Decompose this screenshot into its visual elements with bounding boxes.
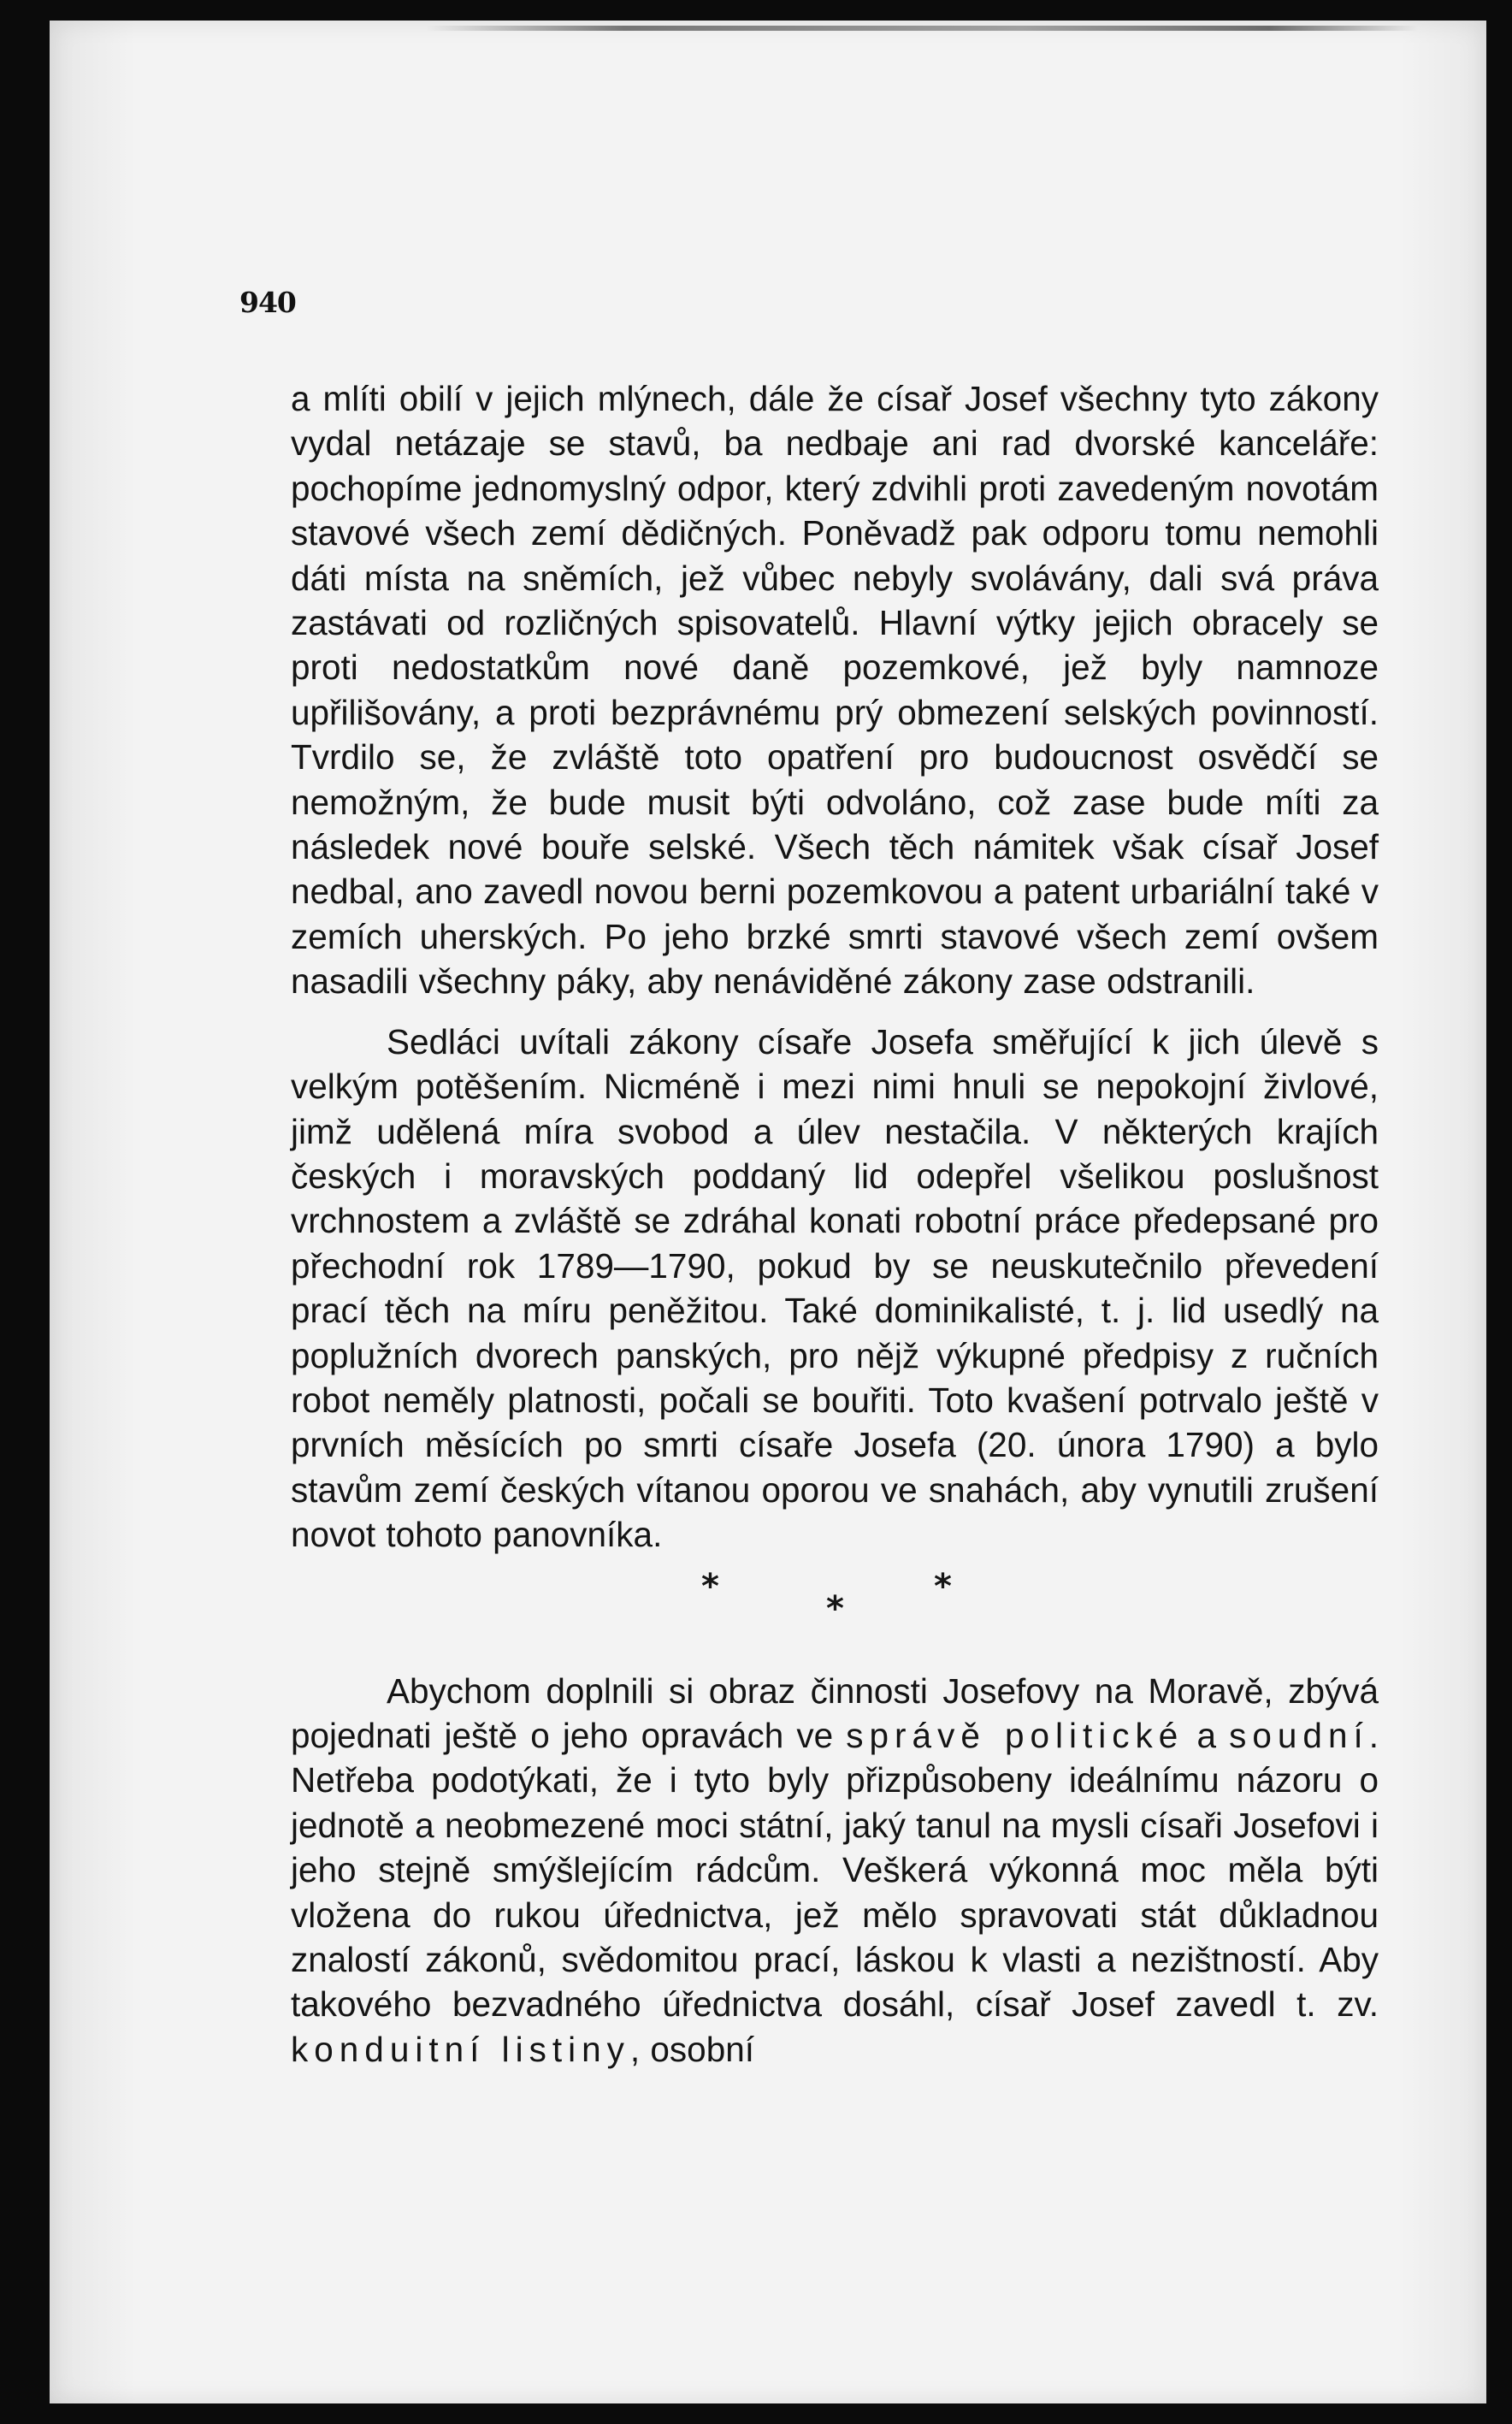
paragraph-3-text-a: Abychom doplnili si obraz činnosti Josefovy na Moravě, zbývá pojednati ještě o jeho opravách ve bbox=[291, 1670, 1379, 1755]
paragraph-3-text-d: , osobní bbox=[629, 2029, 755, 2069]
paragraph-3-text-c: . Netřeba podotýkati, že i tyto byly přizpůsobeny ideálnímu názoru o jednotě a neobmezené moci státní, jaký tanul na mysli císaři Josefovi i jeho stejně smýšlejícím rádcům. Veškerá výkonná moc měla býti vložena do rukou úřednictva, jež mělo spravovati stát důkladnou znalostí zákonů, svědomitou prací, láskou k vlasti a nezištností. Aby takového bezvadného úřednictva dosáhl, císař Josef zavedl t. zv. bbox=[291, 1715, 1379, 2025]
paragraph-3-text-b: a bbox=[1184, 1715, 1230, 1755]
paragraph-1: a mlíti obilí v jejich mlýnech, dále že císař Josef všechny tyto zákony vydal netázaje se stavů, ba nedbaje ani rad dvorské kanceláře: pochopíme jednomyslný odpor, který zdvihli proti zavedeným novotám stavové všech zemí dědičných. Poněvadž pak odporu tomu nemohli dáti místa na sněmích, jež vůbec nebyly svolávány, dali svá práva zastávati od rozličných spisovatelů. Hlavní výtky jejich obracely se proti nedostatkům nové daně pozemkové, jež byly namnoze upřilišovány, a proti bezprávnému prý obmezení selských povinností. Tvrdilo se, že zvláště toto opatření pro budoucnost osvědčí se nemožným, že bude musit býti odvoláno, což zase bude míti za následek nové bouře selské. Všech těch námitek však císař Josef nedbal, ano zavedl novou berni pozemkovou a patent urbariální také v zemích uherských. Po jeho brzké smrti stavové všech zemí ovšem nasadili všechny páky, aby nenáviděné zákony zase odstranili. bbox=[291, 379, 1379, 1002]
paragraph-3 bbox=[291, 1669, 1379, 2072]
emphasis-sprava-politicke: správě politické bbox=[846, 1715, 1184, 1755]
paragraph-2: Sedláci uvítali zákony císaře Josefa směřující k jich úlevě s velkým potěšením. Nicméně i mezi nimi hnuli se nepokojní živlové, jimž udělená míra svobod a úlev nestačila. V některých krajích českých i moravských poddaný lid odepřel všelikou poslušnost vrchnostem a zvláště se zdráhal konati robotní práce předepsané pro přechodní rok 1789—1790, pokud by se neuskutečnilo převedení prací těch na míru peněžitou. Také dominikalisté, t. j. lid usedlý na poplužních dvorech panských, pro nějž výkupné předpisy z ručních robot neměly platnosti, počali se bouřiti. Toto kvašení potrvalo ještě v prvních měsících po smrti císaře Josefa (20. února 1790) a bylo stavům zemí českých vítanou oporou ve snahách, aby vynutili zrušení novot tohoto panovníka. bbox=[291, 1021, 1379, 1555]
separator-star-right: * bbox=[934, 1566, 952, 1606]
separator-star-middle: * bbox=[826, 1588, 844, 1629]
separator-star-left: * bbox=[701, 1566, 719, 1606]
body-text bbox=[291, 376, 1379, 2072]
emphasis-konduitni-listiny: konduitní listiny bbox=[291, 2029, 630, 2069]
section-separator bbox=[291, 1563, 1379, 1645]
page-number: 940 bbox=[239, 286, 296, 319]
scan-edge-mark bbox=[426, 26, 1418, 31]
emphasis-soudni: soudní bbox=[1229, 1715, 1369, 1755]
